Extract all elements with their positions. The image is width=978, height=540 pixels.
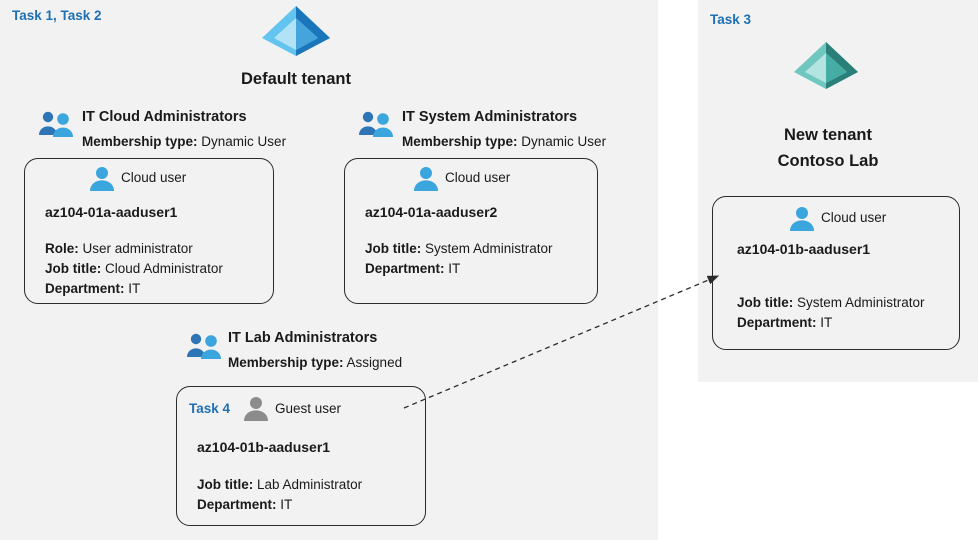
user-field-role-label: Role: bbox=[45, 241, 79, 256]
user-field-department-label: Department: bbox=[45, 281, 125, 296]
user-field-job-title bbox=[365, 241, 553, 256]
group-title-it-cloud-administrators: IT Cloud Administrators bbox=[82, 109, 247, 125]
user-field-job-title-label: Job title: bbox=[45, 261, 102, 276]
user-card-new-tenant-az104-01b-aaduser1[interactable] bbox=[712, 196, 960, 350]
user-field-department bbox=[737, 315, 832, 330]
user-card-guest-az104-01b-aaduser1[interactable] bbox=[176, 386, 426, 526]
user-field-job-title bbox=[737, 295, 925, 310]
user-field-job-title bbox=[197, 477, 362, 492]
group-membership-it-cloud-administrators bbox=[82, 134, 286, 149]
new-tenant-title-line2: Contoso Lab bbox=[777, 152, 879, 170]
user-field-department-label: Department: bbox=[365, 261, 445, 276]
person-cloud-user-icon bbox=[87, 165, 117, 193]
user-field-role bbox=[45, 241, 193, 256]
membership-type-label: Membership type: bbox=[82, 134, 198, 149]
user-field-department-value: IT bbox=[820, 315, 833, 330]
user-field-department bbox=[365, 261, 460, 276]
new-tenant-title-line1: New tenant bbox=[783, 126, 872, 144]
tenant-pyramid-icon bbox=[258, 4, 334, 66]
user-field-job-title-label: Job title: bbox=[365, 241, 422, 256]
user-name: az104-01b-aaduser1 bbox=[737, 241, 871, 257]
user-type-label: Cloud user bbox=[821, 210, 887, 225]
user-field-role-value: User administrator bbox=[82, 241, 193, 256]
group-users-icon bbox=[358, 108, 396, 140]
user-field-job-title-value: System Administrator bbox=[425, 241, 553, 256]
user-name: az104-01a-aaduser1 bbox=[45, 204, 178, 220]
user-field-job-title-value: Lab Administrator bbox=[257, 477, 363, 492]
user-field-job-title-label: Job title: bbox=[737, 295, 794, 310]
membership-type-label: Membership type: bbox=[402, 134, 518, 149]
default-tenant-title: Default tenant bbox=[240, 70, 351, 88]
user-field-job-title-value: System Administrator bbox=[797, 295, 925, 310]
user-field-job-title bbox=[45, 261, 223, 276]
user-field-department-label: Department: bbox=[197, 497, 277, 512]
person-guest-user-icon bbox=[241, 395, 271, 423]
user-type-label: Cloud user bbox=[445, 170, 511, 185]
user-field-department-label: Department: bbox=[737, 315, 817, 330]
membership-type-label: Membership type: bbox=[228, 355, 344, 370]
task-label-right: Task 3 bbox=[710, 12, 752, 27]
user-field-department-value: IT bbox=[448, 261, 461, 276]
user-card-az104-01a-aaduser1[interactable] bbox=[24, 158, 274, 304]
user-type-label: Cloud user bbox=[121, 170, 187, 185]
group-title-it-system-administrators: IT System Administrators bbox=[402, 109, 578, 125]
membership-type-value: Assigned bbox=[346, 355, 403, 370]
group-membership-it-system-administrators bbox=[402, 134, 606, 149]
user-field-job-title-value: Cloud Administrator bbox=[105, 261, 223, 276]
person-cloud-user-icon bbox=[411, 165, 441, 193]
group-title-it-lab-administrators: IT Lab Administrators bbox=[228, 330, 378, 346]
user-field-department-value: IT bbox=[128, 281, 141, 296]
user-field-department bbox=[197, 497, 292, 512]
user-name: az104-01b-aaduser1 bbox=[197, 439, 331, 455]
person-cloud-user-icon bbox=[787, 205, 817, 233]
task-label-guest-card: Task 4 bbox=[189, 401, 231, 416]
tenant-pyramid-icon bbox=[790, 40, 862, 98]
user-field-job-title-label: Job title: bbox=[197, 477, 254, 492]
task-label-left: Task 1, Task 2 bbox=[12, 8, 102, 23]
user-type-label: Guest user bbox=[275, 401, 342, 416]
user-field-department bbox=[45, 281, 140, 296]
group-users-icon bbox=[186, 330, 224, 362]
group-users-icon bbox=[38, 108, 76, 140]
group-membership-it-lab-administrators bbox=[228, 355, 402, 370]
user-field-department-value: IT bbox=[280, 497, 293, 512]
membership-type-value: Dynamic User bbox=[521, 134, 607, 149]
user-name: az104-01a-aaduser2 bbox=[365, 204, 498, 220]
membership-type-value: Dynamic User bbox=[201, 134, 287, 149]
user-card-az104-01a-aaduser2[interactable] bbox=[344, 158, 598, 304]
